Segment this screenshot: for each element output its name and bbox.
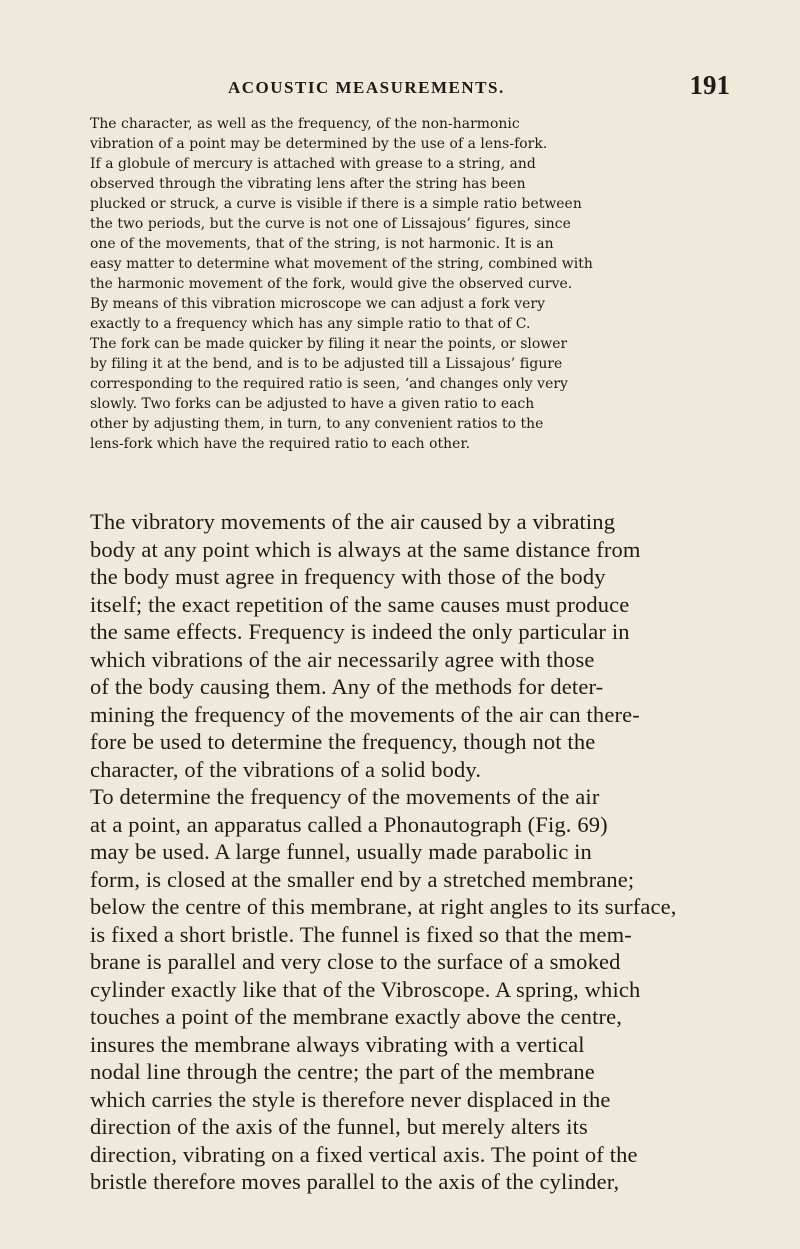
text-line: The character, as well as the frequency, of the non-harmonic xyxy=(90,116,520,132)
text-line: nodal line through the centre; the part of the membrane xyxy=(90,1059,595,1084)
text-line: which vibrations of the air necessarily agree with those xyxy=(90,646,595,672)
text-line: is fixed a short bristle. The funnel is fixed so that the mem- xyxy=(90,921,632,947)
text-line: itself; the exact repetition of the same causes must produce xyxy=(90,591,630,617)
text-line: bristle therefore moves parallel to the axis of the cylinder, xyxy=(90,1169,620,1194)
text-line: by filing it at the bend, and is to be adjusted till a Lissajous’ figure xyxy=(90,356,563,372)
text-line: other by adjusting them, in turn, to any convenient ratios to the xyxy=(90,416,544,432)
text-line: mining the frequency of the movements of the air can there- xyxy=(90,701,640,727)
text-line: touches a point of the membrane exactly above the centre, xyxy=(90,1004,623,1029)
text-line: body at any point which is always at the same distance from xyxy=(90,536,641,562)
text-line: brane is parallel and very close to the surface of a smoked xyxy=(90,949,621,974)
text-line: By means of this vibration microscope we can adjust a fork very xyxy=(90,296,545,312)
text-line: may be used. A large funnel, usually made parabolic in xyxy=(90,839,592,864)
text-line: The fork can be made quicker by filing it near the points, or slower xyxy=(90,336,568,352)
page-number: 191 xyxy=(689,70,730,100)
text-line: the body must agree in frequency with those of the body xyxy=(90,564,606,589)
text-line: slowly. Two forks can be adjusted to have a given ratio to each xyxy=(90,396,535,412)
text-line: vibration of a point may be determined by the use of a lens-fork. xyxy=(90,136,548,152)
text-line: of the body causing them. Any of the methods for deter- xyxy=(90,674,604,699)
running-head xyxy=(90,70,730,106)
text-line: below the centre of this membrane, at right angles to its surface, xyxy=(90,894,677,919)
text-line: observed through the vibrating lens after the string has been xyxy=(90,176,526,192)
text-line: corresponding to the required ratio is seen, ‘and changes only very xyxy=(90,376,568,392)
text-line: easy matter to determine what movement of the string, combined with xyxy=(90,256,593,272)
text-line: the two periods, but the curve is not one of Lissajous’ figures, since xyxy=(90,216,571,232)
main-paragraphs xyxy=(90,508,730,1196)
text-line: plucked or struck, a curve is visible if there is a simple ratio between xyxy=(90,196,582,212)
text-line: direction, vibrating on a fixed vertical axis. The point of the xyxy=(90,1141,638,1167)
text-line: one of the movements, that of the string, is not harmonic. It is an xyxy=(90,236,554,252)
text-line: cylinder exactly like that of the Vibroscope. A spring, which xyxy=(90,976,641,1002)
text-line: If a globule of mercury is attached with grease to a string, and xyxy=(90,156,536,172)
text-line: exactly to a frequency which has any simple ratio to that of C. xyxy=(90,316,531,332)
text-line: the harmonic movement of the fork, would give the observed curve. xyxy=(90,276,573,292)
text-line: which carries the style is therefore never displaced in the xyxy=(90,1086,611,1112)
text-line: lens-fork which have the required ratio to each other. xyxy=(90,436,471,452)
text-line: the same effects. Frequency is indeed the only particular in xyxy=(90,619,630,644)
text-line: at a point, an apparatus called a Phonautograph (Fig. 69) xyxy=(90,811,608,837)
text-line: direction of the axis of the funnel, but merely alters its xyxy=(90,1114,588,1139)
small-print-paragraph xyxy=(90,114,730,454)
running-title: ACOUSTIC MEASUREMENTS. xyxy=(228,78,505,97)
text-line: form, is closed at the smaller end by a stretched membrane; xyxy=(90,866,635,892)
text-line: character, of the vibrations of a solid body. xyxy=(90,756,482,782)
text-line: To determine the frequency of the movements of the air xyxy=(90,784,600,809)
text-line: fore be used to determine the frequency, though not the xyxy=(90,729,596,754)
text-line: insures the membrane always vibrating with a vertical xyxy=(90,1031,585,1057)
text-line: The vibratory movements of the air caused by a vibrating xyxy=(90,509,616,534)
